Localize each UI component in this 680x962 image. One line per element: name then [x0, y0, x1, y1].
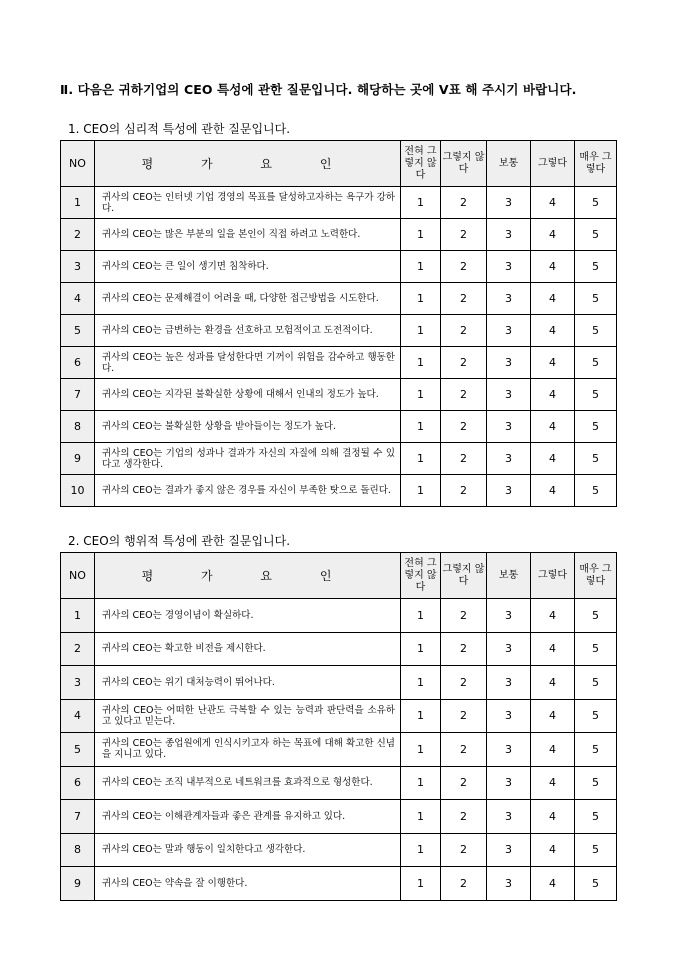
- scale-option-2[interactable]: 2: [441, 833, 487, 867]
- scale-option-2[interactable]: 2: [441, 219, 487, 251]
- survey-table-1: [60, 140, 617, 507]
- scale-option-3[interactable]: 3: [487, 251, 531, 283]
- question-text: 귀사의 CEO는 조직 내부적으로 네트워크를 효과적으로 형성한다.: [95, 766, 401, 800]
- scale-option-5[interactable]: 5: [575, 800, 617, 834]
- row-number: 7: [61, 800, 95, 834]
- scale-option-4[interactable]: 4: [531, 283, 575, 315]
- table-row: [61, 733, 617, 767]
- scale-option-2[interactable]: 2: [441, 599, 487, 633]
- scale-option-3[interactable]: 3: [487, 599, 531, 633]
- scale-option-1[interactable]: 1: [401, 475, 441, 507]
- question-text: 귀사의 CEO는 지각된 불확실한 상황에 대해서 인내의 정도가 높다.: [95, 379, 401, 411]
- table-row: [61, 251, 617, 283]
- row-number: 7: [61, 379, 95, 411]
- table-row: [61, 443, 617, 475]
- column-header-evaluation: 평 가 요 인: [95, 553, 401, 599]
- scale-option-3[interactable]: 3: [487, 800, 531, 834]
- row-number: 6: [61, 347, 95, 379]
- scale-option-1[interactable]: 1: [401, 699, 441, 733]
- scale-option-2[interactable]: 2: [441, 187, 487, 219]
- scale-option-4[interactable]: 4: [531, 475, 575, 507]
- scale-option-2[interactable]: 2: [441, 283, 487, 315]
- table-row: [61, 187, 617, 219]
- scale-option-5[interactable]: 5: [575, 599, 617, 633]
- scale-option-4[interactable]: 4: [531, 379, 575, 411]
- question-text: 귀사의 CEO는 말과 행동이 일치한다고 생각한다.: [95, 833, 401, 867]
- question-text: 귀사의 CEO는 위기 대처능력이 뛰어나다.: [95, 666, 401, 700]
- scale-option-1[interactable]: 1: [401, 411, 441, 443]
- scale-option-3[interactable]: 3: [487, 632, 531, 666]
- scale-option-1[interactable]: 1: [401, 867, 441, 901]
- table-row: [61, 632, 617, 666]
- row-number: 8: [61, 411, 95, 443]
- scale-option-5[interactable]: 5: [575, 733, 617, 767]
- scale-option-4[interactable]: 4: [531, 666, 575, 700]
- scale-option-5[interactable]: 5: [575, 833, 617, 867]
- question-text: 귀사의 CEO는 높은 성과를 달성한다면 기꺼이 위험을 감수하고 행동한다.: [95, 347, 401, 379]
- scale-option-1[interactable]: 1: [401, 347, 441, 379]
- question-text: 귀사의 CEO는 기업의 성과나 결과가 자신의 자질에 의해 결정될 수 있다고 생각한다.: [95, 443, 401, 475]
- scale-option-3[interactable]: 3: [487, 187, 531, 219]
- scale-option-5[interactable]: 5: [575, 632, 617, 666]
- row-number: 3: [61, 666, 95, 700]
- table-row: [61, 867, 617, 901]
- table-row: [61, 766, 617, 800]
- scale-option-2[interactable]: 2: [441, 766, 487, 800]
- table-header-row: [61, 141, 617, 187]
- scale-option-1[interactable]: 1: [401, 666, 441, 700]
- table-row: [61, 411, 617, 443]
- table-row: [61, 833, 617, 867]
- scale-option-3[interactable]: 3: [487, 475, 531, 507]
- scale-option-5[interactable]: 5: [575, 315, 617, 347]
- page-heading: Ⅱ. 다음은 귀하기업의 CEO 특성에 관한 질문입니다. 해당하는 곳에 V표 해 주시기 바랍니다.: [60, 82, 577, 97]
- scale-option-1[interactable]: 1: [401, 733, 441, 767]
- scale-option-3[interactable]: 3: [487, 666, 531, 700]
- scale-option-2[interactable]: 2: [441, 800, 487, 834]
- row-number: 9: [61, 443, 95, 475]
- scale-option-3[interactable]: 3: [487, 315, 531, 347]
- table-row: [61, 475, 617, 507]
- scale-option-1[interactable]: 1: [401, 379, 441, 411]
- column-header-no: NO: [61, 141, 95, 187]
- scale-option-1[interactable]: 1: [401, 632, 441, 666]
- scale-option-4[interactable]: 4: [531, 733, 575, 767]
- scale-option-5[interactable]: 5: [575, 379, 617, 411]
- scale-option-5[interactable]: 5: [575, 475, 617, 507]
- scale-option-2[interactable]: 2: [441, 632, 487, 666]
- scale-option-5[interactable]: 5: [575, 443, 617, 475]
- question-text: 귀사의 CEO는 많은 부분의 일을 본인이 직접 하려고 노력한다.: [95, 219, 401, 251]
- column-header-scale-3: 보통: [487, 141, 531, 187]
- scale-option-3[interactable]: 3: [487, 219, 531, 251]
- scale-option-4[interactable]: 4: [531, 315, 575, 347]
- scale-option-5[interactable]: 5: [575, 187, 617, 219]
- scale-option-4[interactable]: 4: [531, 347, 575, 379]
- question-text: 귀사의 CEO는 불확실한 상황을 받아들이는 정도가 높다.: [95, 411, 401, 443]
- question-text: 귀사의 CEO는 종업원에게 인식시키고자 하는 목표에 대해 확고한 신념을 지니고 있다.: [95, 733, 401, 767]
- row-number: 5: [61, 315, 95, 347]
- scale-option-5[interactable]: 5: [575, 251, 617, 283]
- scale-option-3[interactable]: 3: [487, 379, 531, 411]
- question-text: 귀사의 CEO는 경영이념이 확실하다.: [95, 599, 401, 633]
- row-number: 2: [61, 632, 95, 666]
- question-text: 귀사의 CEO는 인터넷 기업 경영의 목표를 달성하고자하는 욕구가 강하다.: [95, 187, 401, 219]
- table-row: [61, 283, 617, 315]
- scale-option-2[interactable]: 2: [441, 475, 487, 507]
- table-body-2: [61, 599, 617, 901]
- scale-option-4[interactable]: 4: [531, 599, 575, 633]
- table-body-1: [61, 187, 617, 507]
- scale-option-3[interactable]: 3: [487, 411, 531, 443]
- scale-option-1[interactable]: 1: [401, 283, 441, 315]
- scale-option-4[interactable]: 4: [531, 699, 575, 733]
- question-text: 귀사의 CEO는 문제해결이 어려울 때, 다양한 접근방법을 시도한다.: [95, 283, 401, 315]
- column-header-scale-1: 전혀 그렇지 않다: [401, 553, 441, 599]
- scale-option-1[interactable]: 1: [401, 800, 441, 834]
- scale-option-2[interactable]: 2: [441, 699, 487, 733]
- section-title-1: 1. CEO의 심리적 특성에 관한 질문입니다.: [68, 122, 291, 136]
- scale-option-2[interactable]: 2: [441, 379, 487, 411]
- row-number: 3: [61, 251, 95, 283]
- column-header-no: NO: [61, 553, 95, 599]
- scale-option-2[interactable]: 2: [441, 666, 487, 700]
- scale-option-4[interactable]: 4: [531, 766, 575, 800]
- scale-option-4[interactable]: 4: [531, 632, 575, 666]
- scale-option-4[interactable]: 4: [531, 219, 575, 251]
- row-number: 4: [61, 283, 95, 315]
- column-header-scale-5: 매우 그렇다: [575, 141, 617, 187]
- row-number: 1: [61, 599, 95, 633]
- table-row: [61, 699, 617, 733]
- scale-option-5[interactable]: 5: [575, 766, 617, 800]
- row-number: 8: [61, 833, 95, 867]
- scale-option-3[interactable]: 3: [487, 733, 531, 767]
- scale-option-1[interactable]: 1: [401, 833, 441, 867]
- question-text: 귀사의 CEO는 이해관계자들과 좋은 관계를 유지하고 있다.: [95, 800, 401, 834]
- column-header-scale-2: 그렇지 않다: [441, 141, 487, 187]
- column-header-scale-1: 전혀 그렇지 않다: [401, 141, 441, 187]
- question-text: 귀사의 CEO는 어떠한 난관도 극복할 수 있는 능력과 판단력을 소유하고 있다고 믿는다.: [95, 699, 401, 733]
- table-row: [61, 599, 617, 633]
- question-text: 귀사의 CEO는 큰 일이 생기면 침착하다.: [95, 251, 401, 283]
- question-text: 귀사의 CEO는 확고한 비전을 제시한다.: [95, 632, 401, 666]
- scale-option-2[interactable]: 2: [441, 347, 487, 379]
- scale-option-2[interactable]: 2: [441, 733, 487, 767]
- table-row: [61, 666, 617, 700]
- table-row: [61, 219, 617, 251]
- scale-option-2[interactable]: 2: [441, 443, 487, 475]
- scale-option-3[interactable]: 3: [487, 699, 531, 733]
- table-header-row: [61, 553, 617, 599]
- column-header-scale-4: 그렇다: [531, 141, 575, 187]
- column-header-scale-3: 보통: [487, 553, 531, 599]
- table-row: [61, 379, 617, 411]
- column-header-scale-5: 매우 그렇다: [575, 553, 617, 599]
- scale-option-3[interactable]: 3: [487, 766, 531, 800]
- column-header-scale-2: 그렇지 않다: [441, 553, 487, 599]
- scale-option-5[interactable]: 5: [575, 283, 617, 315]
- scale-option-1[interactable]: 1: [401, 219, 441, 251]
- scale-option-4[interactable]: 4: [531, 800, 575, 834]
- row-number: 5: [61, 733, 95, 767]
- scale-option-1[interactable]: 1: [401, 315, 441, 347]
- scale-option-5[interactable]: 5: [575, 219, 617, 251]
- scale-option-3[interactable]: 3: [487, 283, 531, 315]
- scale-option-5[interactable]: 5: [575, 411, 617, 443]
- scale-option-3[interactable]: 3: [487, 833, 531, 867]
- scale-option-1[interactable]: 1: [401, 599, 441, 633]
- survey-table-2: [60, 552, 617, 901]
- scale-option-3[interactable]: 3: [487, 867, 531, 901]
- scale-option-4[interactable]: 4: [531, 443, 575, 475]
- table-row: [61, 347, 617, 379]
- scale-option-1[interactable]: 1: [401, 443, 441, 475]
- scale-option-4[interactable]: 4: [531, 833, 575, 867]
- scale-option-5[interactable]: 5: [575, 867, 617, 901]
- question-text: 귀사의 CEO는 결과가 좋지 않은 경우를 자신이 부족한 탓으로 돌린다.: [95, 475, 401, 507]
- scale-option-3[interactable]: 3: [487, 347, 531, 379]
- row-number: 1: [61, 187, 95, 219]
- scale-option-4[interactable]: 4: [531, 411, 575, 443]
- scale-option-2[interactable]: 2: [441, 867, 487, 901]
- question-text: 귀사의 CEO는 약속을 잘 이행한다.: [95, 867, 401, 901]
- table-row: [61, 800, 617, 834]
- scale-option-1[interactable]: 1: [401, 766, 441, 800]
- scale-option-4[interactable]: 4: [531, 187, 575, 219]
- scale-option-3[interactable]: 3: [487, 443, 531, 475]
- scale-option-2[interactable]: 2: [441, 251, 487, 283]
- row-number: 2: [61, 219, 95, 251]
- scale-option-1[interactable]: 1: [401, 251, 441, 283]
- scale-option-2[interactable]: 2: [441, 315, 487, 347]
- table-row: [61, 315, 617, 347]
- row-number: 10: [61, 475, 95, 507]
- row-number: 4: [61, 699, 95, 733]
- row-number: 6: [61, 766, 95, 800]
- scale-option-4[interactable]: 4: [531, 867, 575, 901]
- scale-option-5[interactable]: 5: [575, 666, 617, 700]
- scale-option-4[interactable]: 4: [531, 251, 575, 283]
- question-text: 귀사의 CEO는 급변하는 환경을 선호하고 모험적이고 도전적이다.: [95, 315, 401, 347]
- column-header-scale-4: 그렇다: [531, 553, 575, 599]
- scale-option-1[interactable]: 1: [401, 187, 441, 219]
- scale-option-2[interactable]: 2: [441, 411, 487, 443]
- row-number: 9: [61, 867, 95, 901]
- scale-option-5[interactable]: 5: [575, 699, 617, 733]
- scale-option-5[interactable]: 5: [575, 347, 617, 379]
- section-title-2: 2. CEO의 행위적 특성에 관한 질문입니다.: [68, 534, 291, 548]
- column-header-evaluation: 평 가 요 인: [95, 141, 401, 187]
